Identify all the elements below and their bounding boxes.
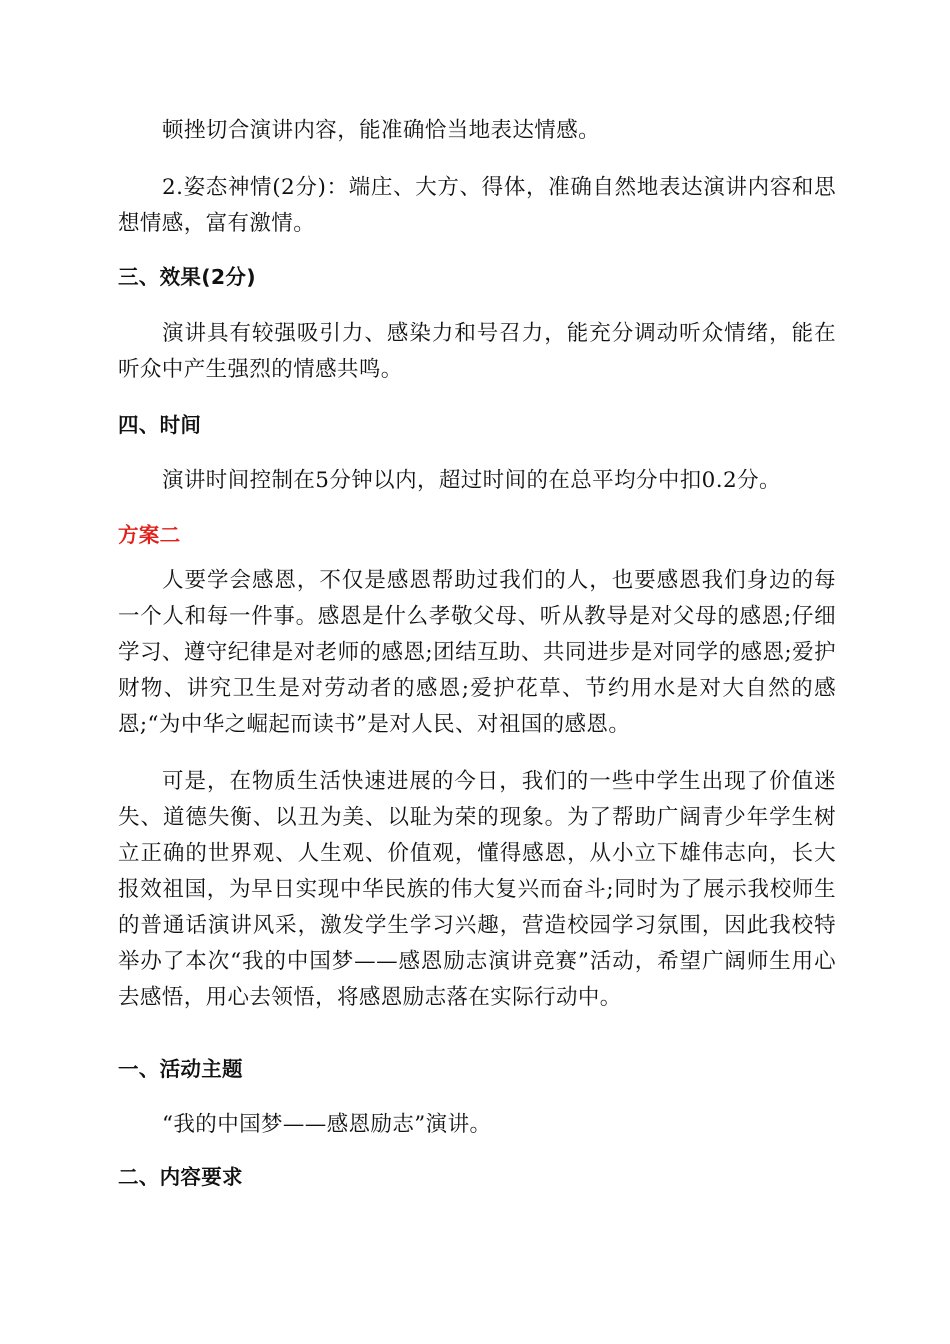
paragraph-background	[118, 764, 836, 1016]
paragraph-text: 2.姿态神情(2分)：端庄、大方、得体，准确自然地表达演讲内容和思想情感，富有激情。	[118, 175, 836, 236]
section-heading-time	[118, 410, 836, 440]
heading-text: 二、内容要求	[118, 1165, 243, 1189]
paragraph-theme	[118, 1107, 836, 1143]
heading-text: 一、活动主题	[118, 1057, 243, 1081]
section-heading-content	[118, 1162, 836, 1192]
paragraph-posture	[118, 170, 836, 242]
paragraph-text: “我的中国梦——感恩励志”演讲。	[162, 1112, 492, 1137]
paragraph-text: 可是，在物质生活快速进展的今日，我们的一些中学生出现了价值迷失、道德失衡、以丑为美、以耻为荣的现象。为了帮助广阔青少年学生树立正确的世界观、人生观、价值观，懂得感恩，从小立下雄伟志向，长大报效祖国，为早日实现中华民族的伟大复兴而奋斗;同时为了展示我校师生的普通话演讲风采，激发学生学习兴趣，营造校园学习氛围，因此我校特举办了本次“我的中国梦——感恩励志演讲竞赛”活动，希望广阔师生用心去感悟，用心去领悟，将感恩励志落在实际行动中。	[118, 769, 836, 1010]
paragraph-time	[118, 463, 836, 499]
paragraph-text: 人要学会感恩，不仅是感恩帮助过我们的人，也要感恩我们身边的每一个人和每一件事。感恩是什么孝敬父母、听从教导是对父母的感恩;仔细学习、遵守纪律是对老师的感恩;团结互助、共同进步是对同学的感恩;爱护财物、讲究卫生是对劳动者的感恩;爱护花草、节约用水是对大自然的感恩;“为中华之崛起而读书”是对人民、对祖国的感恩。	[118, 568, 836, 737]
paragraph-text: 演讲具有较强吸引力、感染力和号召力，能充分调动听众情绪，能在听众中产生强烈的情感共鸣。	[118, 321, 836, 382]
paragraph-text: 顿挫切合演讲内容，能准确恰当地表达情感。	[162, 118, 601, 143]
paragraph-effect	[118, 316, 836, 388]
plan-two-heading	[118, 520, 836, 550]
heading-text: 方案二	[118, 523, 181, 547]
heading-text: 三、效果(2分)	[118, 265, 256, 289]
heading-text: 四、时间	[118, 413, 202, 437]
section-heading-effect	[118, 262, 836, 292]
paragraph-text: 演讲时间控制在5分钟以内，超过时间的在总平均分中扣0.2分。	[162, 468, 781, 493]
section-heading-theme	[118, 1054, 836, 1084]
paragraph-delivery-tail	[118, 113, 836, 149]
paragraph-gratitude-intro	[118, 563, 836, 743]
